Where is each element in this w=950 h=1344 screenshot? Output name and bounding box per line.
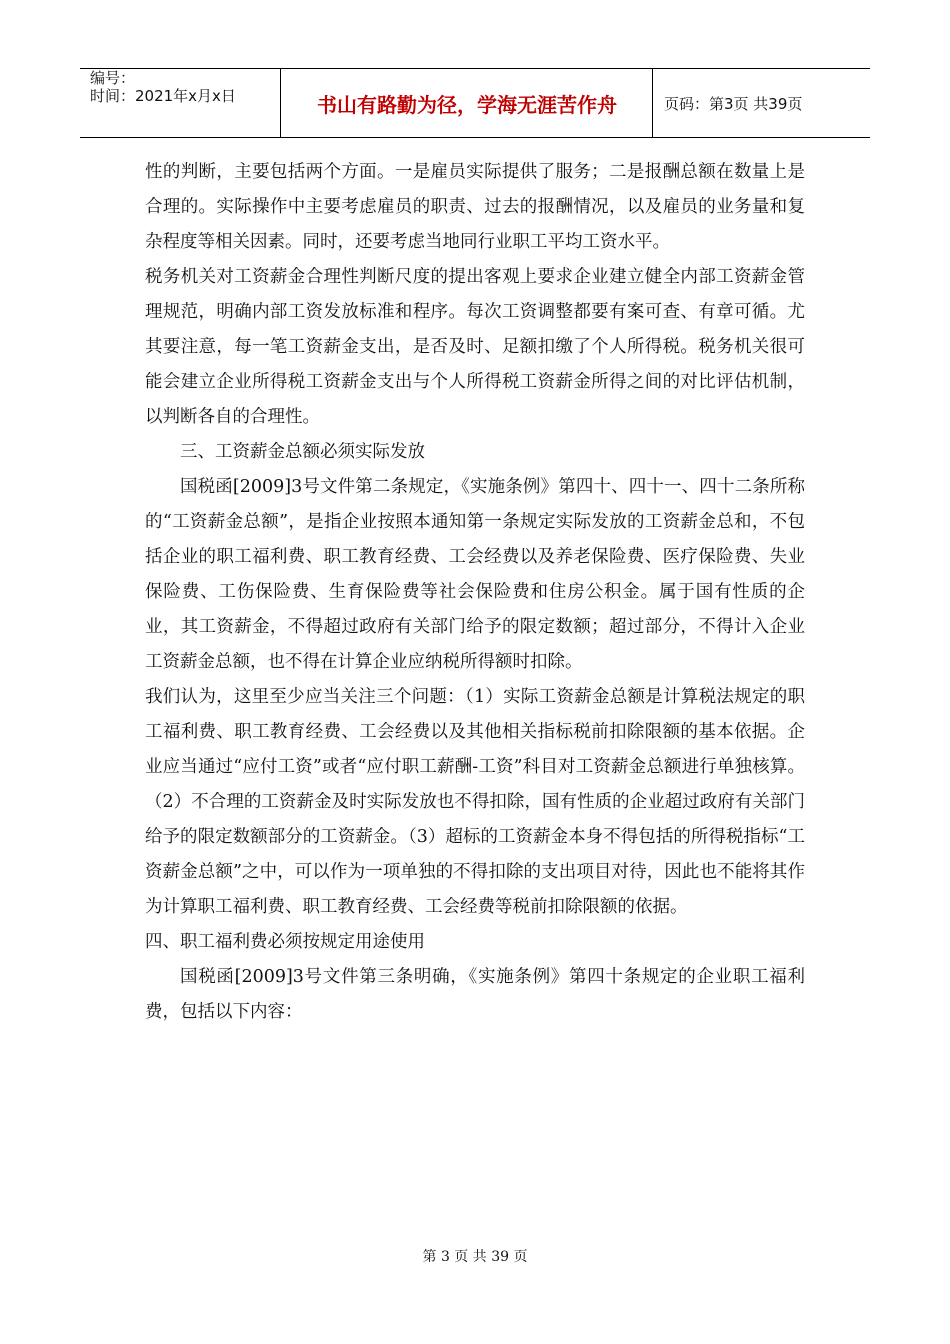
page-info: 页码：第3页 共39页 (664, 94, 803, 113)
paragraph: 我们认为，这里至少应当关注三个问题：（1）实际工资薪金总额是计算税法规定的职工福利费、职工教育经费、工会经费以及其他相关指标税前扣除限额的基本依据。企业应当通过“应付工资”或者“应付职工薪酬-工资”科目对工资薪金总额进行单独核算。（2）不合理的工资薪金及时实际发放也不得扣除，国有性质的企业超过政府有关部门给予的限定数额部分的工资薪金。（3）超标的工资薪金本身不得包括的所得税指标“工资薪金总额”之中，可以作为一项单独的不得扣除的支出项目对待，因此也不能将其作为计算职工福利费、职工教育经费、工会经费等税前扣除限额的依据。 (145, 687, 805, 917)
paragraph: 国税函[2009]3号文件第二条规定，《实施条例》第四十、四十一、四十二条所称的“工资薪金总额”，是指企业按照本通知第一条规定实际发放的工资薪金总和，不包括企业的职工福利费、职工教育经费、工会经费以及养老保险费、医疗保险费、失业保险费、工伤保险费、生育保险费等社会保险费和住房公积金。属于国有性质的企业，其工资薪金，不得超过政府有关部门给予的限定数额；超过部分，不得计入企业工资薪金总额，也不得在计算企业应纳税所得额时扣除。 (145, 477, 805, 672)
paragraph: 税务机关对工资薪金合理性判断尺度的提出客观上要求企业建立健全内部工资薪金管理规范，明确内部工资发放标准和程序。每次工资调整都要有案可查、有章可循。尤其要注意，每一笔工资薪金支出，是否及时、足额扣缴了个人所得税。税务机关很可能会建立企业所得税工资薪金支出与个人所得税工资薪金所得之间的对比评估机制，以判断各自的合理性。 (145, 267, 805, 427)
paragraph: 性的判断，主要包括两个方面。一是雇员实际提供了服务；二是报酬总额在数量上是合理的。实际操作中主要考虑雇员的职责、过去的报酬情况，以及雇员的业务量和复杂程度等相关因素。同时，还要考虑当地同行业职工平均工资水平。 (145, 162, 805, 252)
number-label: 编号： (90, 69, 136, 87)
header-table (80, 68, 870, 138)
paragraph: 国税函[2009]3号文件第三条明确，《实施条例》第四十条规定的企业职工福利费，包括以下内容： (145, 967, 805, 1022)
header-left-cell (80, 69, 281, 137)
motto: 书山有路勤为径，学海无涯苦作舟 (282, 69, 653, 137)
time-label: 时间：2021年x月x日 (90, 87, 236, 105)
paragraph: 三、工资薪金总额必须实际发放 (180, 442, 425, 462)
document-body (145, 155, 805, 1030)
paragraph: 四、职工福利费必须按规定用途使用 (145, 932, 425, 952)
page-footer: 第 3 页 共 39 页 (422, 1249, 528, 1265)
